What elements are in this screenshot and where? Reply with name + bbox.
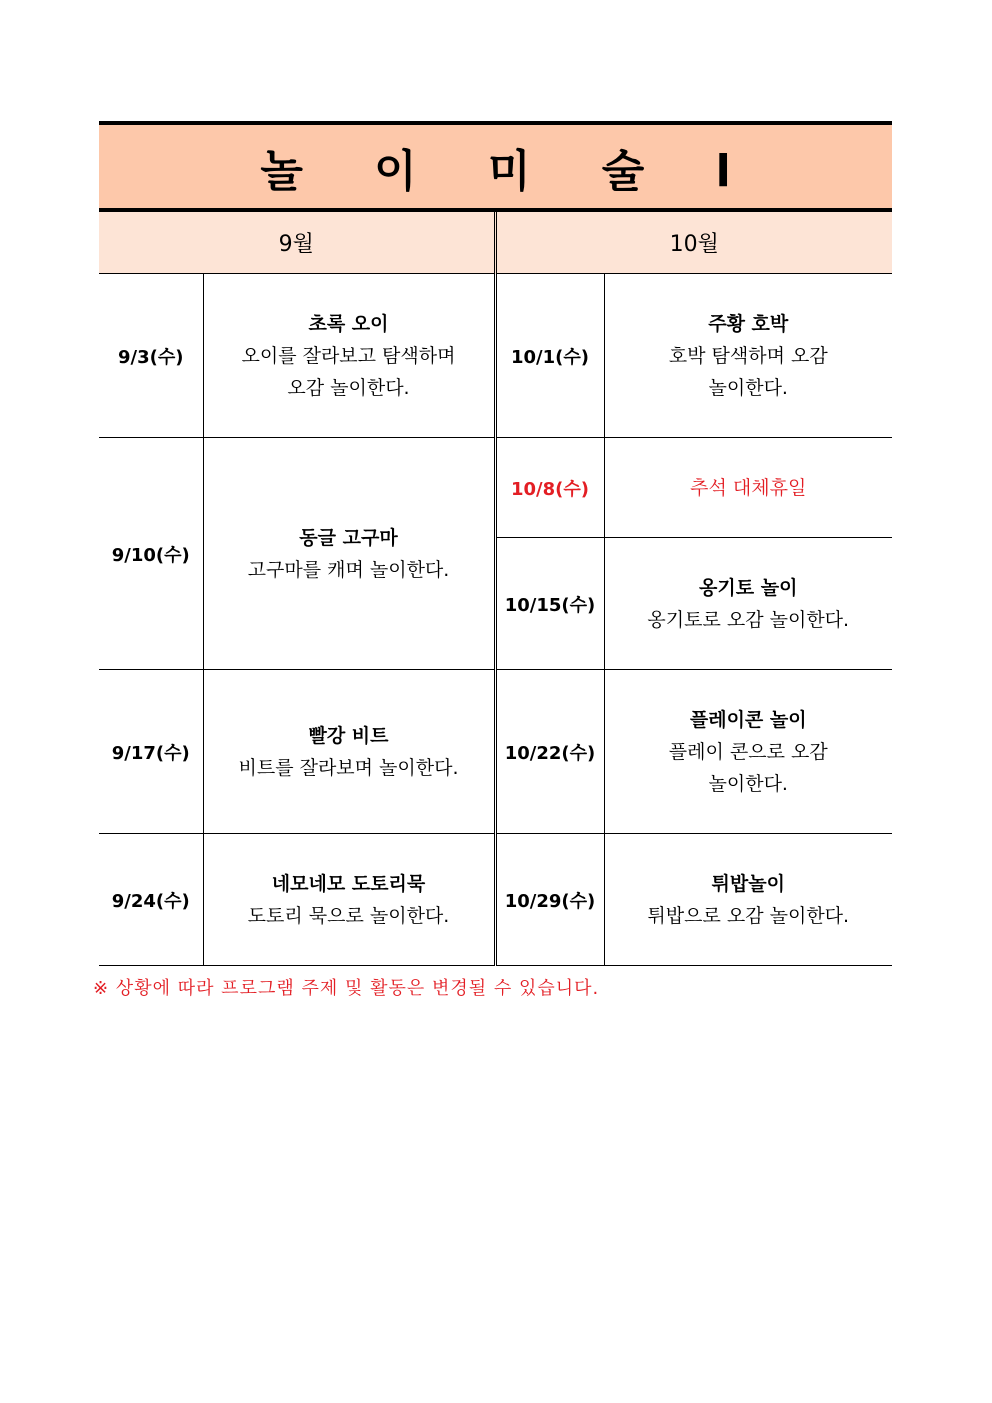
- notice-text: ※ 상황에 따라 프로그램 주제 및 활동은 변경될 수 있습니다.: [93, 978, 600, 999]
- activity-desc: 오이를 잘라보고 탐색하며: [241, 344, 456, 367]
- date-cell: 9/3(수): [99, 274, 203, 438]
- date-cell: 10/1(수): [495, 274, 604, 438]
- activity-title: 튀밥놀이: [711, 872, 785, 895]
- date-cell: 9/10(수): [99, 438, 203, 670]
- activity-title: 동글 고구마: [299, 526, 398, 549]
- activity-desc: 놀이한다.: [708, 376, 788, 399]
- activity-cell: [604, 670, 892, 834]
- activity-cell: [604, 834, 892, 966]
- month-header-september: 9월: [99, 210, 495, 274]
- month-header-october: 10월: [495, 210, 892, 274]
- holiday-label: 추석 대체휴일: [604, 438, 892, 538]
- date-cell: 10/15(수): [495, 538, 604, 670]
- activity-cell: [203, 438, 495, 670]
- activity-title: 초록 오이: [308, 312, 389, 335]
- activity-desc: 호박 탐색하며 오감: [668, 344, 828, 367]
- date-cell: 10/29(수): [495, 834, 604, 966]
- activity-desc: 비트를 잘라보며 놀이한다.: [238, 756, 459, 779]
- date-cell: 10/22(수): [495, 670, 604, 834]
- activity-title: 네모네모 도토리묵: [271, 872, 426, 895]
- activity-title: 주황 호박: [708, 312, 789, 335]
- activity-cell: [203, 670, 495, 834]
- activity-title: 옹기토 놀이: [699, 576, 798, 599]
- activity-cell: [203, 274, 495, 438]
- activity-cell: [604, 538, 892, 670]
- date-cell: 9/24(수): [99, 834, 203, 966]
- activity-desc: 오감 놀이한다.: [287, 376, 410, 399]
- activity-desc: 플레이 콘으로 오감: [668, 740, 828, 763]
- program-schedule-table: [99, 121, 892, 966]
- activity-desc: 도토리 묵으로 놀이한다.: [247, 904, 450, 927]
- activity-cell: [604, 274, 892, 438]
- activity-title: 플레이콘 놀이: [689, 708, 807, 731]
- date-cell: 9/17(수): [99, 670, 203, 834]
- activity-desc: 고구마를 캐며 놀이한다.: [247, 558, 450, 581]
- activity-cell: [203, 834, 495, 966]
- schedule-title: 놀 이 미 술 l: [99, 123, 892, 210]
- activity-title: 빨강 비트: [308, 724, 389, 747]
- activity-desc: 옹기토로 오감 놀이한다.: [647, 608, 850, 631]
- activity-desc: 놀이한다.: [708, 772, 788, 795]
- activity-desc: 튀밥으로 오감 놀이한다.: [647, 904, 850, 927]
- date-cell-holiday: 10/8(수): [495, 438, 604, 538]
